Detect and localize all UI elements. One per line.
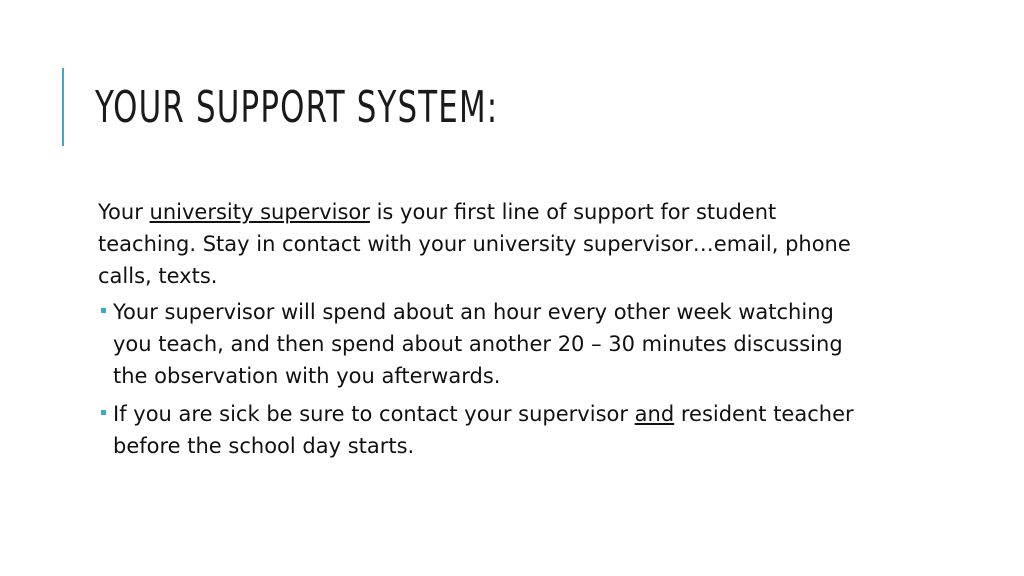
university-supervisor-text: university supervisor bbox=[149, 200, 370, 224]
intro-text-start: Your bbox=[98, 200, 150, 224]
slide-body bbox=[98, 196, 878, 468]
bullet-text-start: If you are sick be sure to contact your supervisor bbox=[113, 402, 635, 426]
bullet-text: Your supervisor will spend about an hour every other week watching you teach, and then spend about another 20 – 30 minutes discussing the observation with you afterwards. bbox=[113, 300, 843, 388]
square-bullet-icon bbox=[101, 410, 106, 415]
slide-title: YOUR SUPPORT SYSTEM: bbox=[95, 82, 499, 133]
intro-text-end: is your first line of support for student teaching. Stay in contact with your university supervisor…email, phone calls, texts. bbox=[98, 200, 851, 288]
title-accent-bar bbox=[62, 68, 64, 146]
bullet-item-sick bbox=[98, 398, 878, 462]
bullet-item-observation bbox=[98, 296, 878, 392]
bullet-list bbox=[98, 296, 878, 462]
square-bullet-icon bbox=[101, 308, 106, 313]
bullet-text-end: resident teacher before the school day starts. bbox=[113, 402, 854, 458]
intro-paragraph bbox=[98, 196, 878, 292]
and-emphasis-text: and bbox=[634, 402, 675, 426]
